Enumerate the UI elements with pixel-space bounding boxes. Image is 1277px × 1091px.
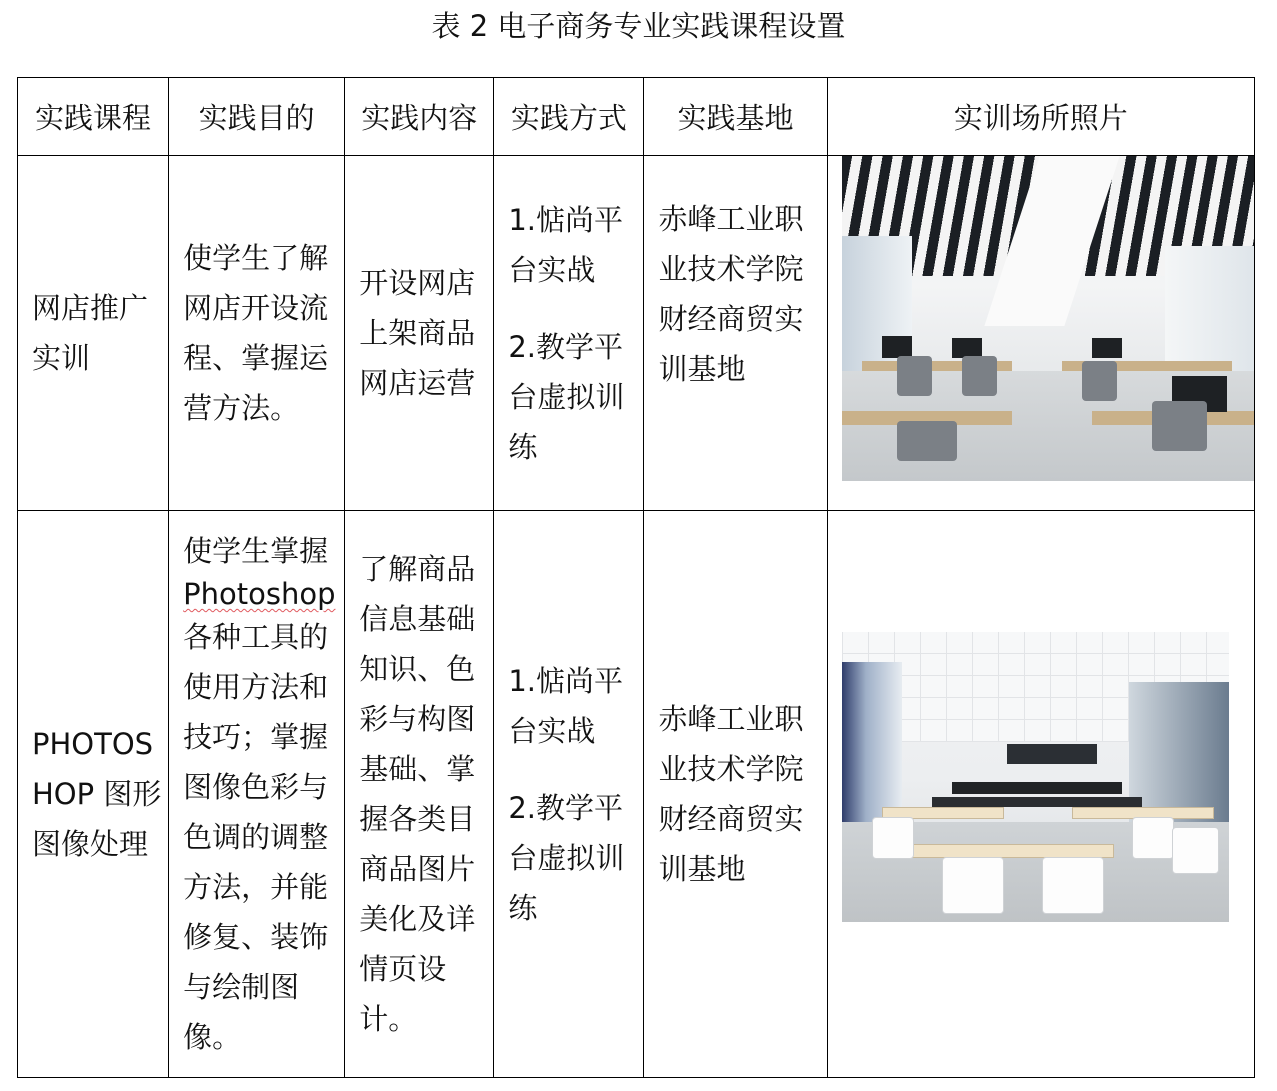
content-cell: 开设网店 上架商品 网店运营 [345, 156, 494, 511]
photo-cell [827, 511, 1254, 1078]
base-cell: 赤峰工业职 业技术学院 财经商贸实 训基地 [644, 511, 827, 1078]
training-room-photo-2 [842, 632, 1229, 922]
header-row [18, 78, 1255, 156]
table-row [18, 511, 1255, 1078]
header-cell-course: 实践课程 [18, 78, 169, 156]
header-cell-purpose: 实践目的 [169, 78, 345, 156]
header-cell-content: 实践内容 [345, 78, 494, 156]
table-caption: 表 2 电子商务专业实践课程设置 [431, 9, 846, 43]
base-cell: 赤峰工业职 业技术学院 财经商贸实 训基地 [644, 156, 827, 511]
purpose-cell: 使学生掌握 Photoshop 各种工具的 使用方法和 技巧；掌握 图像色彩与 色调的调整 方法，并能 修复、装饰 与绘制图 像。 [169, 511, 345, 1078]
table-row [18, 156, 1255, 511]
header-cell-method: 实践方式 [494, 78, 644, 156]
method-cell: 1.惦尚平 台实战 2.教学平 台虚拟训 练 [494, 511, 644, 1078]
header-cell-photo: 实训场所照片 [827, 78, 1254, 156]
course-table [17, 77, 1255, 1078]
course-cell: 网店推广 实训 [18, 156, 169, 511]
training-room-photo-1 [842, 156, 1255, 481]
header-cell-base: 实践基地 [644, 78, 827, 156]
purpose-cell: 使学生了解 网店开设流 程、掌握运 营方法。 [169, 156, 345, 511]
content-cell: 了解商品 信息基础 知识、色 彩与构图 基础、掌 握各类目 商品图片 美化及详 情页设 计。 [345, 511, 494, 1078]
photo-cell [827, 156, 1254, 511]
method-cell: 1.惦尚平 台实战 2.教学平 台虚拟训 练 [494, 156, 644, 511]
course-cell: PHOTOS HOP 图形 图像处理 [18, 511, 169, 1078]
